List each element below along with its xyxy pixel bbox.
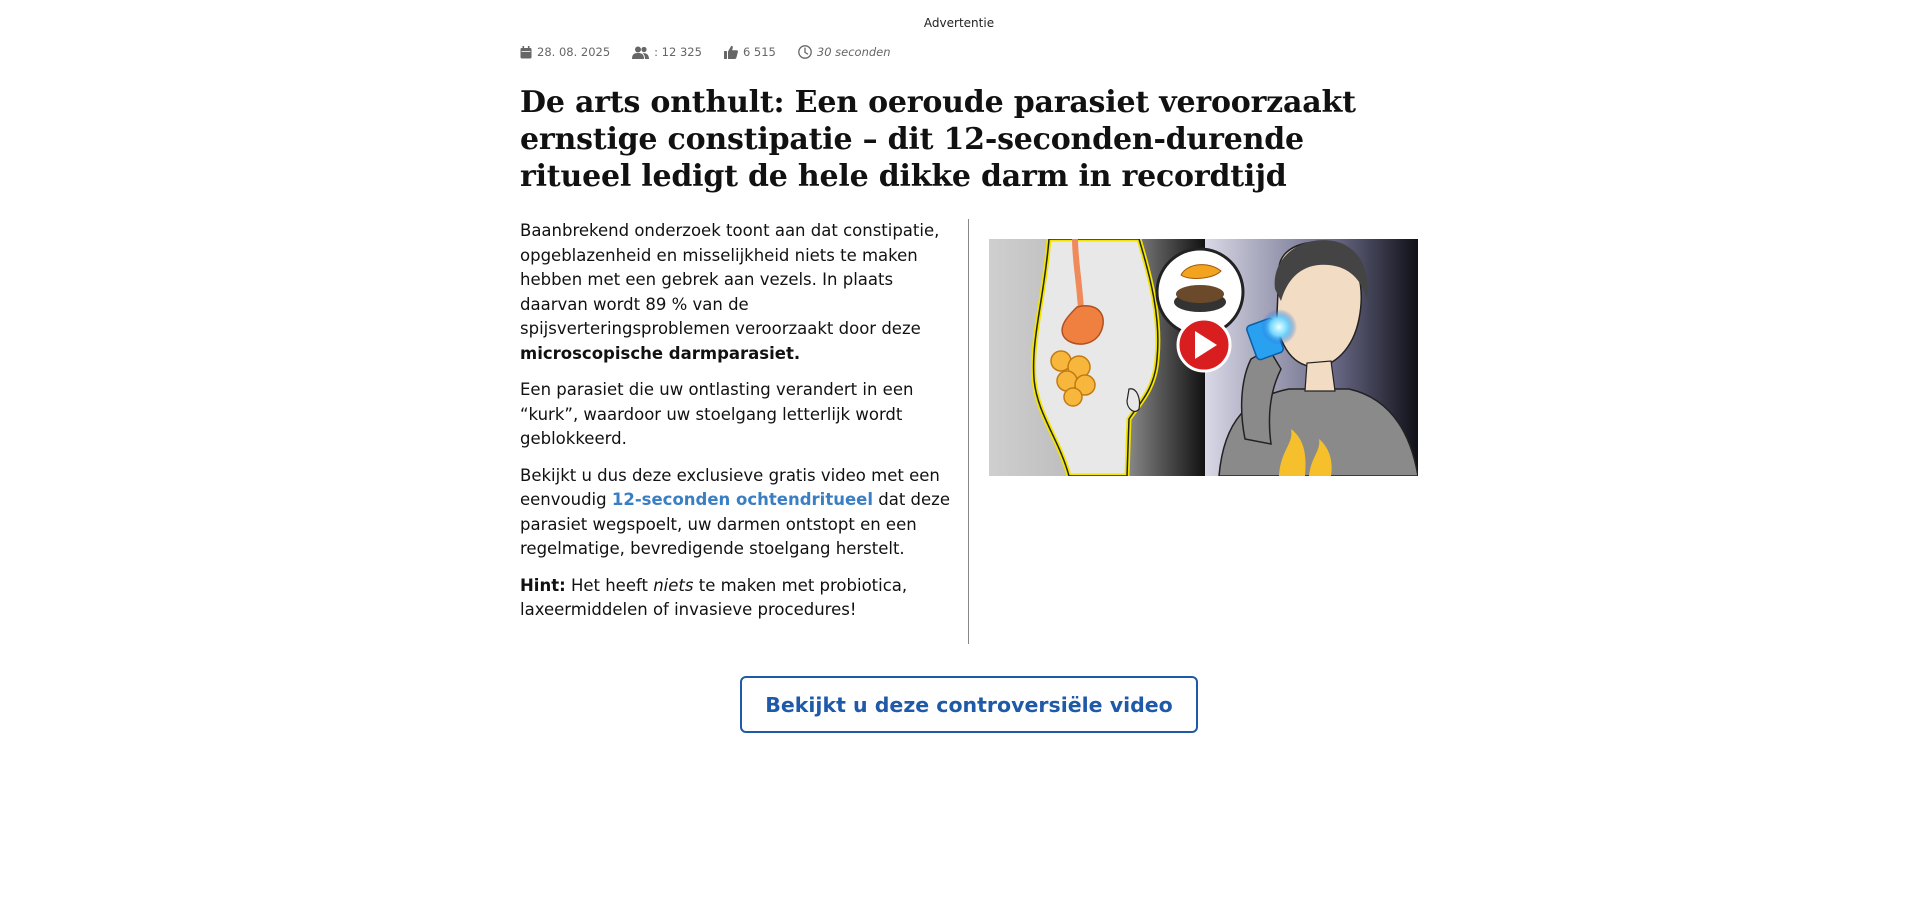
glow-effect [1261, 309, 1297, 345]
paragraph-1-text: Baanbrekend onderzoek toont aan dat constipatie, opgeblazenheid en misselijkheid niets te maken hebben met een gebrek aan vezels. In plaats daarvan wordt 89 % van de spijsverteringsproblemen veroorzaakt door deze [520, 221, 940, 338]
meta-read-time [798, 45, 891, 59]
play-icon [1178, 319, 1230, 371]
paragraph-4-emphasis: niets [653, 575, 694, 595]
clock-icon [798, 45, 812, 59]
likes-count: 6 515 [742, 45, 776, 59]
paragraph-1 [520, 219, 960, 366]
paragraph-4-before: Het heeft [565, 575, 654, 595]
thumbs-up-icon [724, 45, 738, 59]
meta-date [520, 45, 610, 59]
advertisement-label: Advertentie [923, 16, 995, 30]
paragraph-3-before: Bekijkt u dus deze exclusieve gratis video met een eenvoudig [520, 465, 940, 509]
paragraph-3-after: dat deze parasiet wegspoelt, uw darmen ontstopt en een regelmatige, bevredigende stoelgang herstelt. [520, 490, 950, 558]
date-text: 28. 08. 2025 [537, 45, 611, 59]
users-icon [632, 46, 649, 59]
meta-likes [724, 45, 776, 59]
watch-video-button[interactable]: Bekijkt u deze controversiële video [740, 676, 1198, 733]
ritual-link[interactable]: 12-seconden ochtendritueel [611, 490, 873, 509]
man-neck [1305, 361, 1335, 391]
column-divider [968, 219, 969, 644]
calendar-icon [520, 46, 532, 59]
paragraph-1-bold: microscopische darmparasiet. [520, 343, 801, 363]
article-headline: De arts onthult: Een oeroude parasiet veroorzaakt ernstige constipatie – dit 12-seconden-durende ritueel ledigt de hele dikke darm in recordtijd [520, 85, 1356, 194]
read-time-text: 30 seconden [816, 45, 891, 59]
article-body [520, 219, 960, 635]
video-thumbnail[interactable] [989, 239, 1418, 476]
paragraph-4-after: te maken met probiotica, laxeermiddelen of invasieve procedures! [520, 575, 908, 619]
meta-views [632, 45, 702, 59]
article-meta [520, 44, 891, 60]
paragraph-4 [520, 574, 960, 623]
views-count: : 12 325 [654, 45, 702, 59]
paragraph-3 [520, 464, 960, 562]
paragraph-2: Een parasiet die uw ontlasting verandert in een “kurk”, waardoor uw stoelgang letterlijk wordt geblokkeerd. [520, 380, 914, 448]
hint-label: Hint: [520, 575, 566, 595]
